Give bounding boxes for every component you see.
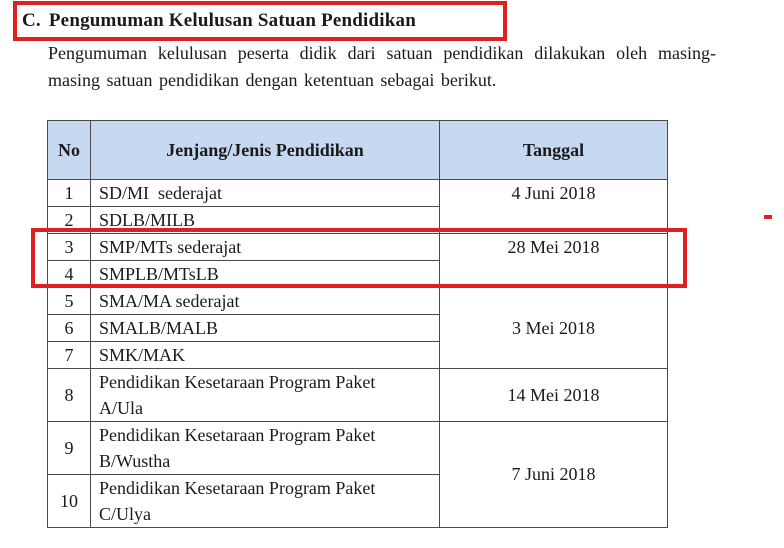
row-jenjang: SMK/MAK: [91, 342, 440, 369]
row-jenjang: [91, 422, 440, 475]
row-jenjang: SD/MI sederajat: [91, 180, 440, 207]
row-jenjang: SDLB/MILB: [91, 207, 440, 234]
row-no: 3: [48, 234, 91, 261]
row-tanggal: 4 Juni 2018: [440, 180, 668, 234]
row-no: 5: [48, 288, 91, 315]
row-tanggal: 3 Mei 2018: [440, 288, 668, 369]
table-row: [48, 234, 668, 261]
row-tanggal: 28 Mei 2018: [440, 234, 668, 288]
row-tanggal: 14 Mei 2018: [440, 369, 668, 422]
table-row: [48, 422, 668, 475]
row-jenjang: SMALB/MALB: [91, 315, 440, 342]
table-row: [48, 180, 668, 207]
header-tanggal: Tanggal: [440, 121, 668, 180]
row-no: 4: [48, 261, 91, 288]
row-jenjang: [91, 475, 440, 528]
row-jenjang: SMA/MA sederajat: [91, 288, 440, 315]
row-no: 7: [48, 342, 91, 369]
row-jenjang-line2: C/Ulya: [99, 504, 151, 524]
row-no: 1: [48, 180, 91, 207]
row-jenjang-line2: A/Ula: [99, 398, 143, 418]
header-no: No: [48, 121, 91, 180]
row-tanggal: 7 Juni 2018: [440, 422, 668, 528]
row-jenjang: SMP/MTs sederajat: [91, 234, 440, 261]
row-no: 2: [48, 207, 91, 234]
table-header-row: [48, 121, 668, 180]
table-row: [48, 288, 668, 315]
section-letter: C.: [22, 10, 41, 31]
graduation-schedule-table: [47, 120, 668, 528]
section-heading: [22, 10, 416, 32]
table-row: [48, 369, 668, 422]
section-title: Pengumuman Kelulusan Satuan Pendidikan: [48, 10, 417, 31]
row-no: 9: [48, 422, 91, 475]
row-jenjang-line1: Pendidikan Kesetaraan Program Paket: [99, 478, 376, 498]
row-no: 10: [48, 475, 91, 528]
intro-paragraph: Pengumuman kelulusan peserta didik dari satuan pendidikan dilakukan oleh masing-masing satuan pendidikan dengan ketentuan sebagai berikut.: [48, 43, 716, 90]
row-jenjang-line1: Pendidikan Kesetaraan Program Paket: [99, 372, 376, 392]
row-jenjang-line2: B/Wustha: [99, 451, 171, 471]
row-no: 8: [48, 369, 91, 422]
header-jenjang: Jenjang/Jenis Pendidikan: [91, 121, 440, 180]
row-jenjang: [91, 369, 440, 422]
red-mark: [764, 215, 772, 219]
row-no: 6: [48, 315, 91, 342]
row-jenjang: SMPLB/MTsLB: [91, 261, 440, 288]
row-jenjang-line1: Pendidikan Kesetaraan Program Paket: [99, 425, 376, 445]
